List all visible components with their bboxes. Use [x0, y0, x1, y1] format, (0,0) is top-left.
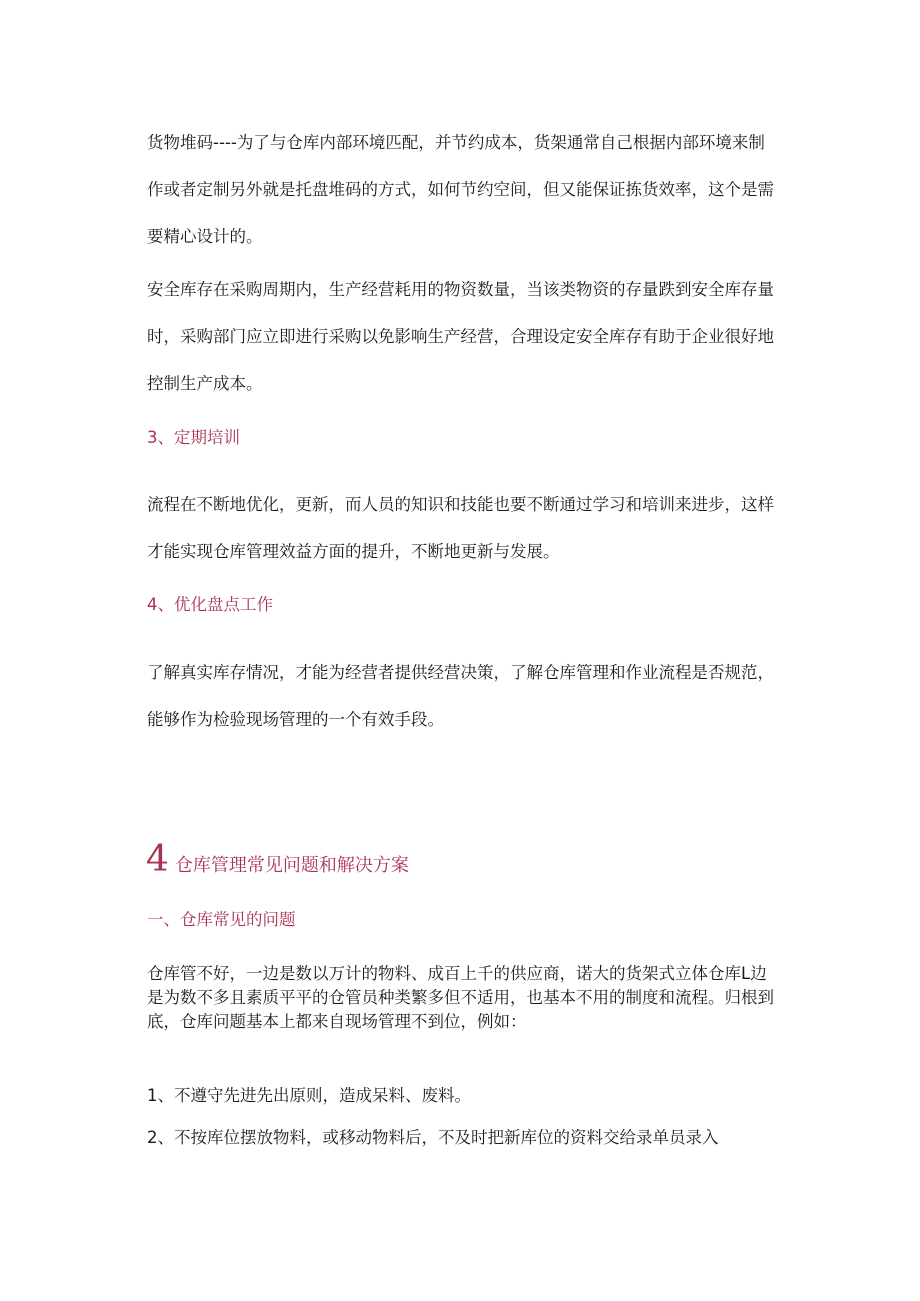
section-number: 4 [146, 839, 169, 880]
paragraph-goods-stacking: 货物堆码----为了与仓库内部环境匹配，并节约成本，货架通常自己根据内部环境来制作或者定制另外就是托盘堆码的方式，如何节约空间，但又能保证拣货效率，这个是需要精心设计的。 [147, 133, 774, 246]
list-item-fifo: 1、不遵守先进先出原则，造成呆料、废料。 [147, 1086, 471, 1105]
paragraph-safety-stock: 安全库存在采购周期内，生产经营耗用的物资数量，当该类物资的存量跌到安全库存量时，采购部门应立即进行采购以免影响生产经营，合理设定安全库存有助于企业很好地控制生产成本。 [147, 280, 774, 393]
paragraph-training: 流程在不断地优化，更新，而人员的知识和技能也要不断通过学习和培训来进步，这样才能实现仓库管理效益方面的提升，不断地更新与发展。 [147, 495, 774, 561]
section-heading [146, 840, 409, 880]
heading-regular-training: 3、定期培训 [147, 428, 240, 447]
list-item-location: 2、不按库位摆放物料，或移动物料后，不及时把新库位的资料交给录单员录入 [147, 1128, 719, 1147]
heading-optimize-inventory: 4、优化盘点工作 [147, 595, 273, 614]
subheading-common-problems: 一、仓库常见的问题 [147, 910, 296, 929]
paragraph-inventory: 了解真实库存情况，才能为经营者提供经营决策，了解仓库管理和作业流程是否规范，能够作为检验现场管理的一个有效手段。 [147, 663, 774, 729]
paragraph-warehouse-problems: 仓库管不好，一边是数以万计的物料、成百上千的供应商，诺大的货架式立体仓库L边是为数不多且素质平平的仓管员种类繁多但不适用，也基本不用的制度和流程。归根到底，仓库问题基本上都来自现场管理不到位，例如： [147, 964, 774, 1031]
section-title: 仓库管理常见问题和解决方案 [174, 855, 409, 876]
